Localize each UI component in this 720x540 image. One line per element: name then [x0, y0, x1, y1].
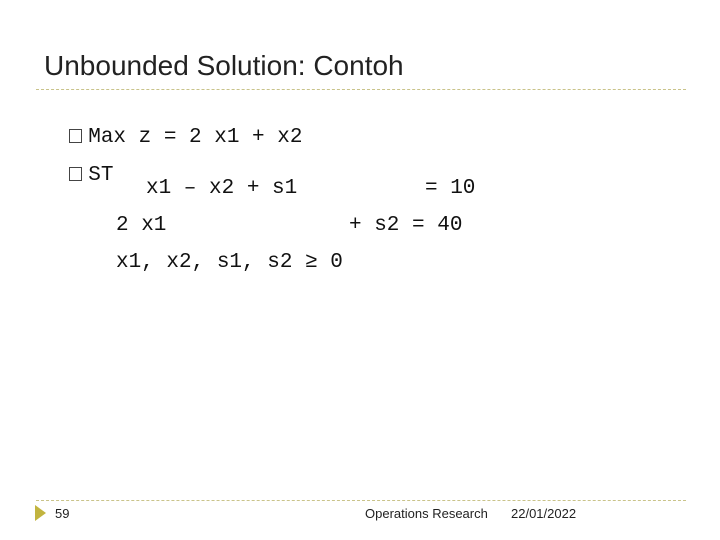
subject-to-bullet: [44, 141, 113, 187]
constraint-2-rhs: + s2 = 40: [349, 214, 463, 237]
nonnegativity-constraint: x1, x2, s1, s2 ≥ 0: [116, 251, 343, 274]
square-bullet-icon: [69, 167, 82, 181]
title-divider: [36, 89, 686, 90]
constraint-2-lhs: 2 x1: [116, 214, 167, 237]
footer-date: 22/01/2022: [511, 506, 577, 521]
constraint-1-rhs: = 10: [425, 177, 476, 200]
constraint-1-lhs: x1 – x2 + s1: [146, 177, 298, 200]
footer-divider: [36, 500, 686, 501]
footer-arrow-icon: [35, 505, 46, 521]
footer-course: Operations Research: [365, 506, 488, 521]
page-number: 59: [55, 506, 70, 521]
objective-text: Max z = 2 x1 + x2: [88, 126, 303, 149]
slide-title: Unbounded Solution: Contoh: [44, 50, 404, 81]
subject-to-text: ST: [88, 164, 114, 187]
